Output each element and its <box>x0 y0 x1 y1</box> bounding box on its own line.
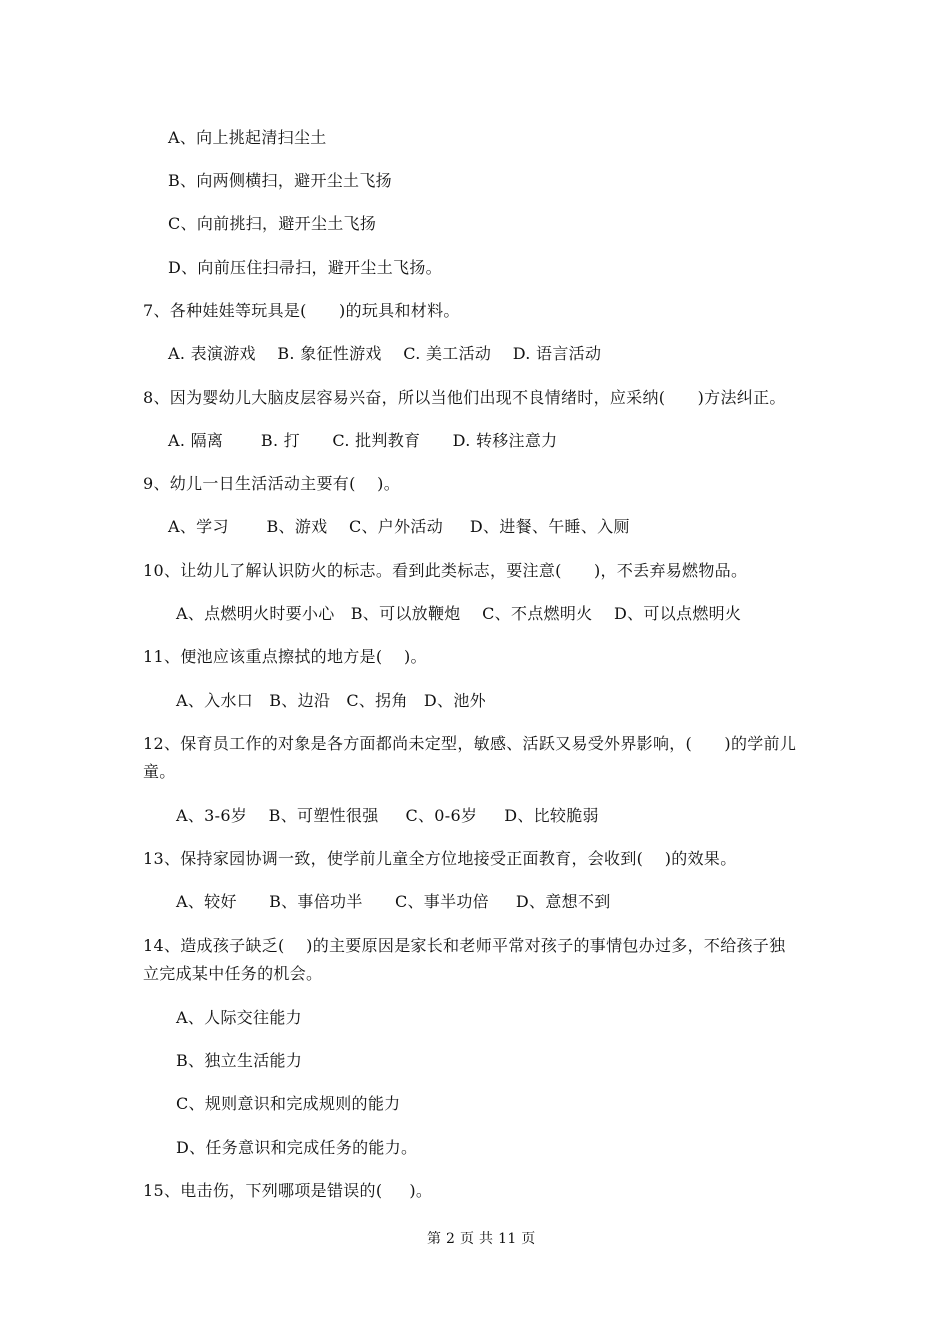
option-line: B、独立生活能力 <box>176 1051 303 1070</box>
option-line: A、学习 B、游戏 C、户外活动 D、进餐、午睡、入厕 <box>168 517 630 536</box>
option-line: A、点燃明火时要小心 B、可以放鞭炮 C、不点燃明火 D、可以点燃明火 <box>176 604 742 623</box>
question-line: 11、便池应该重点擦拭的地方是( )。 <box>143 647 427 666</box>
option-line: A、3-6岁 B、可塑性很强 C、0-6岁 D、比较脆弱 <box>176 806 599 825</box>
option-line: A. 隔离 B. 打 C. 批判教育 D. 转移注意力 <box>168 431 558 450</box>
question-line: 12、保育员工作的对象是各方面都尚未定型，敏感、活跃又易受外界影响，( )的学前儿 <box>143 734 797 753</box>
page-footer: 第 2 页 共 11 页 <box>427 1231 536 1247</box>
option-line: A、人际交往能力 <box>176 1008 302 1027</box>
question-line: 15、电击伤，下列哪项是错误的( )。 <box>143 1181 433 1200</box>
option-line: A、入水口 B、边沿 C、拐角 D、池外 <box>176 691 486 710</box>
question-line: 14、造成孩子缺乏( )的主要原因是家长和老师平常对孩子的事情包办过多，不给孩子独 <box>143 936 786 955</box>
option-line: C、向前挑扫，避开尘土飞扬 <box>168 214 377 233</box>
question-line: 9、幼儿一日生活活动主要有( )。 <box>143 474 401 493</box>
option-line: D、向前压住扫帚扫，避开尘土飞扬。 <box>168 258 442 277</box>
option-line: D、任务意识和完成任务的能力。 <box>176 1138 418 1157</box>
question-line: 8、因为婴幼儿大脑皮层容易兴奋，所以当他们出现不良情绪时，应采纳( )方法纠正。 <box>143 388 786 407</box>
option-line: B、向两侧横扫，避开尘土飞扬 <box>168 171 392 190</box>
question-line: 13、保持家园协调一致，使学前儿童全方位地接受正面教育，会收到( )的效果。 <box>143 849 737 868</box>
question-line: 10、让幼儿了解认识防火的标志。看到此类标志，要注意( )，不丢弃易燃物品。 <box>143 561 748 580</box>
question-line: 童。 <box>143 762 176 781</box>
option-line: C、规则意识和完成规则的能力 <box>176 1094 401 1113</box>
option-line: A、较好 B、事倍功半 C、事半功倍 D、意想不到 <box>176 892 611 911</box>
option-line: A、向上挑起清扫尘土 <box>168 128 327 147</box>
question-line: 7、各种娃娃等玩具是( )的玩具和材料。 <box>143 301 460 320</box>
option-line: A. 表演游戏 B. 象征性游戏 C. 美工活动 D. 语言活动 <box>168 344 602 363</box>
question-line: 立完成某中任务的机会。 <box>143 964 323 983</box>
